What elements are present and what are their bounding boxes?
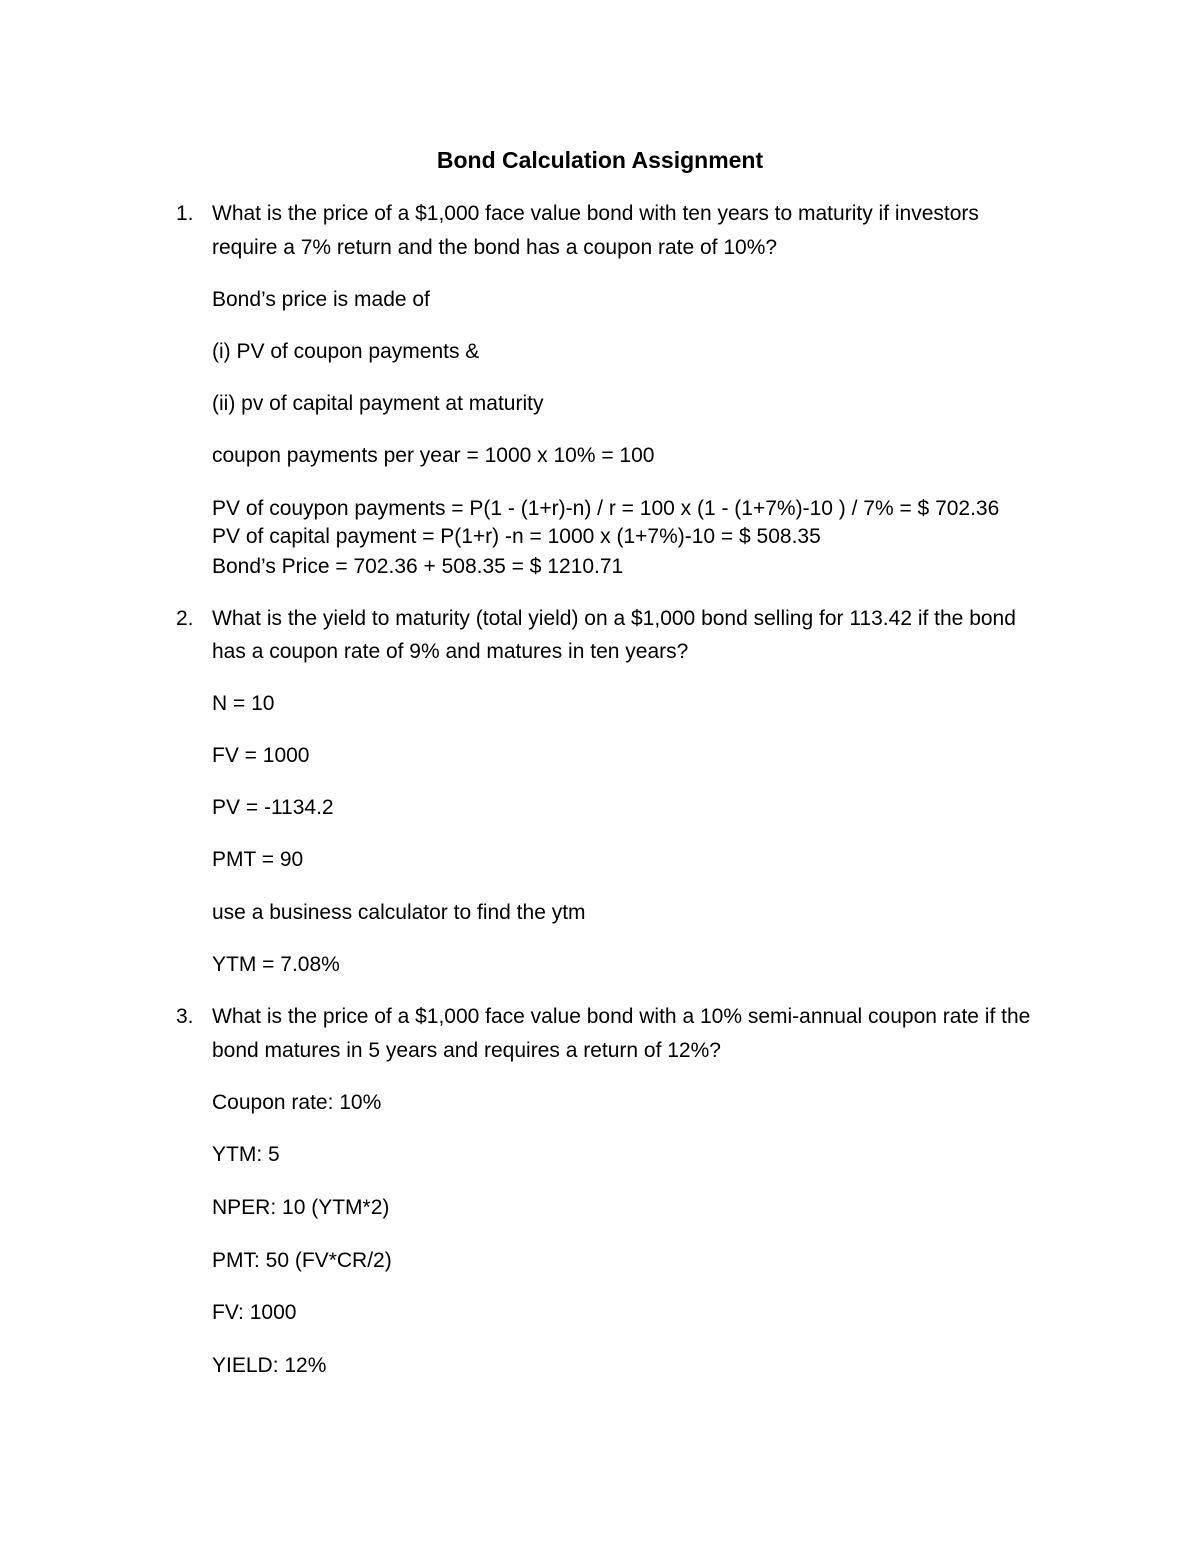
answer-1-line: (ii) pv of capital payment at maturity xyxy=(212,392,544,415)
answer-3-line: YIELD: 12% xyxy=(212,1354,327,1377)
answer-2-line: use a business calculator to find the ytm xyxy=(212,901,586,924)
answer-3-line: YTM: 5 xyxy=(212,1143,280,1166)
document-title: Bond Calculation Assignment xyxy=(436,147,764,173)
question-1-number: 1. xyxy=(176,202,194,225)
answer-2-line: PV = -1134.2 xyxy=(212,796,334,819)
question-2-number: 2. xyxy=(176,607,194,630)
answer-2-line: PMT = 90 xyxy=(212,848,304,871)
question-3-text-line1: What is the price of a $1,000 face value bond with a 10% semi-annual coupon rate if the xyxy=(212,1005,1031,1028)
question-3-text-line2: bond matures in 5 years and requires a return of 12%? xyxy=(212,1039,721,1062)
question-3-number: 3. xyxy=(176,1005,194,1028)
answer-2-line: YTM = 7.08% xyxy=(212,953,340,976)
answer-1-line: coupon payments per year = 1000 x 10% = 100 xyxy=(212,444,655,467)
answer-2-line: FV = 1000 xyxy=(212,744,310,767)
answer-3-line: PMT: 50 (FV*CR/2) xyxy=(212,1249,392,1272)
answer-1-line: PV of couypon payments = P(1 - (1+r)-n) / r = 100 x (1 - (1+7%)-10 ) / 7% = $ 702.36 xyxy=(212,497,1000,520)
answer-3-line: NPER: 10 (YTM*2) xyxy=(212,1196,390,1219)
question-1-text-line2: require a 7% return and the bond has a coupon rate of 10%? xyxy=(212,236,778,259)
answer-1-line: (i) PV of coupon payments & xyxy=(212,340,480,363)
question-2-text-line1: What is the yield to maturity (total yield) on a $1,000 bond selling for 113.42 if the bond xyxy=(212,607,1016,630)
question-1-text-line1: What is the price of a $1,000 face value bond with ten years to maturity if investors xyxy=(212,202,979,225)
answer-1-line: Bond’s price is made of xyxy=(212,288,430,311)
question-2-text-line2: has a coupon rate of 9% and matures in ten years? xyxy=(212,640,689,663)
answer-3-line: FV: 1000 xyxy=(212,1301,297,1324)
answer-3-line: Coupon rate: 10% xyxy=(212,1091,382,1114)
answer-1-line: PV of capital payment = P(1+r) -n = 1000 x (1+7%)-10 = $ 508.35 xyxy=(212,525,821,548)
answer-1-line: Bond’s Price = 702.36 + 508.35 = $ 1210.71 xyxy=(212,555,624,578)
answer-2-line: N = 10 xyxy=(212,692,275,715)
